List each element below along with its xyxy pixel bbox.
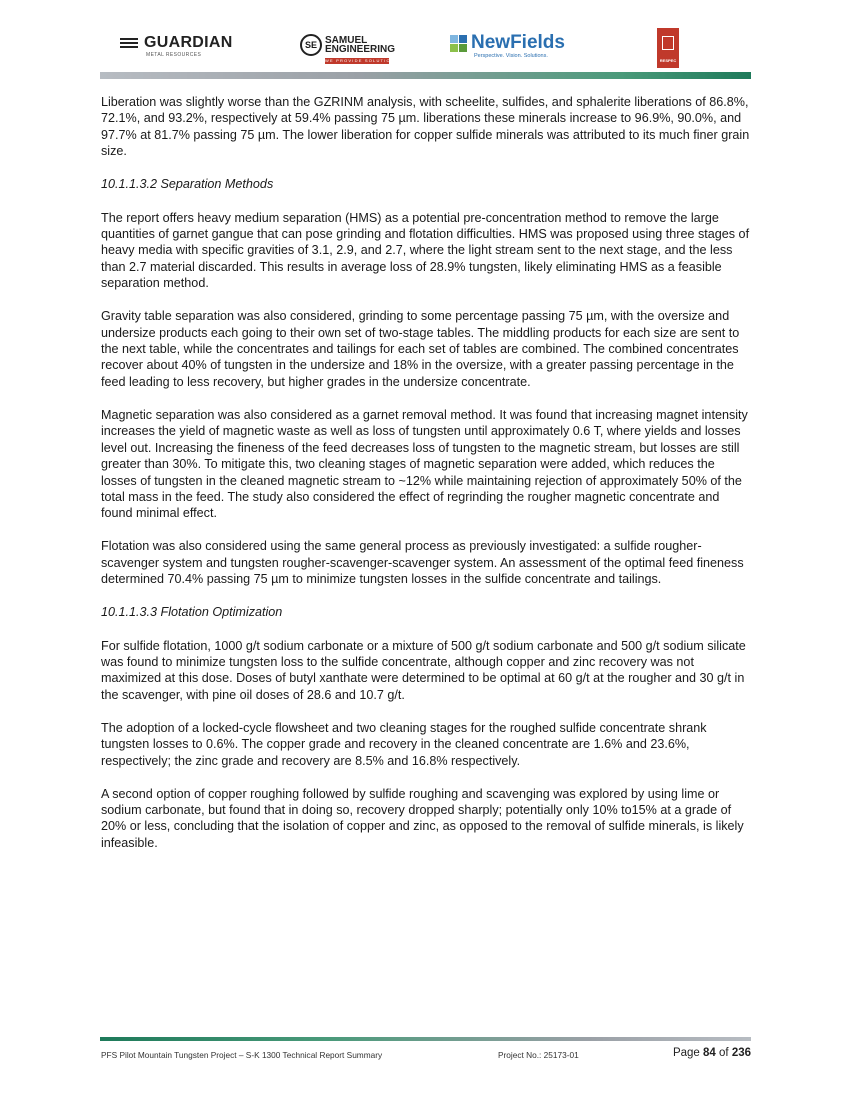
menu-bars-icon — [120, 36, 138, 50]
paragraph-flotation: Flotation was also considered using the same general process as previously investigated: a sulfide rougher-scavenger system and tungsten rougher-scavenger-scavenger system. An assessment of the optimal feed fineness determined 70.4% passing 75 µm to minimize tungsten losses in the sulfide concentrate and tailings. — [101, 539, 744, 587]
paragraph-hms: The report offers heavy medium separation (HMS) as a potential pre-concentration method to remove the large quantities of garnet gangue that can pose grinding and flotation difficulties. HMS was proposed using three stages of heavy media with specific gravities of 3.1, 2.9, and 2.7, where the light stream sent to the next stage, and the less than 2.7 material discarded. This results in average loss of 28.9% tungsten, likely eliminating HMS as a feasible separation method. — [101, 210, 750, 291]
respec-logo-label: RESPEC — [659, 58, 677, 63]
page-prefix: Page — [672, 1047, 704, 1059]
section-heading-separation-methods: 10.1.1.3.2 Separation Methods — [101, 177, 274, 192]
guardian-logo-subtitle: METAL RESOURCES — [146, 52, 202, 58]
footer-project-number: Project No.: 25173-01 — [498, 1050, 579, 1060]
newfields-logo — [450, 32, 565, 59]
samuel-engineering-logo — [300, 34, 399, 63]
newfields-logo-name: NewFields — [471, 32, 565, 53]
paragraph-copper-roughing: A second option of copper roughing followed by sulfide roughing and scavenging was explored by using lime or sodium carbonate, but found that in doing so, recovery dropped sharply; potentially only 10% to15% at a grade of 20% or less, concluding that the isolation of copper and zinc, as opposed to the removal of sulfide minerals, is likely infeasible. — [101, 786, 744, 850]
paragraph-magnetic-separation: Magnetic separation was also considered as a garnet removal method. It was found that increasing magnet intensity increases the yield of magnetic waste as well as loss of tungsten until approximately 0.6 T, where yields and losses level out. Increasing the fineness of the feed decreases loss of tungsten to the magnetic stream, but losses are still greater than 30%. To mitigate this, two cleaning stages of magnetic separation were added, which reduces the losses of tungsten in the cleaned magnetic stream to ~12% while maintaining rejection of approximately 50% of the total mass in the feed. The study also considered the effect of regrinding the rougher magnetic concentrate and found minimal effect. — [101, 407, 748, 521]
page-of: of — [715, 1047, 732, 1059]
samuel-logo-tagline: WE PROVIDE SOLUTIONS — [325, 58, 399, 63]
header-divider — [100, 72, 751, 79]
guardian-logo-name: GUARDIAN — [144, 34, 233, 51]
page-total: 236 — [731, 1047, 751, 1059]
samuel-logo-text — [325, 36, 395, 54]
paragraph-liberation: Liberation was slightly worse than the GZRINM analysis, with scheelite, sulfides, and sphalerite liberations of 86.8%, 72.1%, and 93.2%, respectively at 59.4% passing 75 µm. liberations these minerals increase to 96.9%, 90.0%, and 97.7% at 81.7% passing 75 µm. The lower liberation for copper sulfide minerals was attributed to its much finer grain size. — [101, 95, 750, 159]
newfields-logo-tagline: Perspective. Vision. Solutions. — [474, 53, 548, 59]
samuel-logo-line2: ENGINEERING — [325, 44, 396, 55]
se-badge-icon: SE — [300, 34, 322, 56]
paragraph-locked-cycle: The adoption of a locked-cycle flowsheet and two cleaning stages for the roughed sulfide concentrate shrank tungsten losses to 0.6%. The copper grade and recovery in the cleaned concentrate are 1.6% and 23.6%, respectively; the zinc grade and recovery are 8.5% and 16.8% respectively. — [101, 720, 707, 768]
footer-divider — [100, 1037, 751, 1041]
section-heading-flotation-optimization: 10.1.1.3.3 Flotation Optimization — [101, 605, 283, 620]
document-body — [101, 94, 751, 868]
page-footer — [101, 1047, 751, 1063]
footer-report-title: PFS Pilot Mountain Tungsten Project – S-K 1300 Technical Report Summary — [101, 1050, 383, 1060]
paragraph-sulfide-flotation: For sulfide flotation, 1000 g/t sodium carbonate or a mixture of 500 g/t sodium carbonate and 500 g/t sodium silicate was found to minimize tungsten loss to the sulfide concentrate, although copper and zinc recovery was not maximized at this dose. Doses of butyl xanthate were determined to be optimal at 60 g/t at the rougher and 30 g/t in the scavenger, with pine oil doses of 28.6 and 10.7 g/t. — [101, 638, 746, 702]
newfields-squares-icon — [450, 35, 467, 52]
page-number — [673, 1047, 751, 1059]
guardian-logo — [120, 34, 233, 58]
respec-mark-icon — [662, 36, 674, 50]
page-current: 84 — [703, 1047, 716, 1059]
paragraph-gravity-table: Gravity table separation was also considered, grinding to some percentage passing 75 µm, with the oversize and undersize products each going to their own set of two-stage tables. The middling products for each size are sent to the next table, while the concentrates and tailings for each set of tables are combined. The combined concentrates recover about 40% of tungsten in the undersize and 18% in the oversize, with a greater passing percentage in the feed leading to less recovery, but higher grades in the undersize concentrate. — [101, 309, 740, 389]
respec-logo — [657, 28, 679, 68]
samuel-logo-line1: SAMUEL — [325, 35, 368, 46]
page-header — [0, 0, 849, 80]
